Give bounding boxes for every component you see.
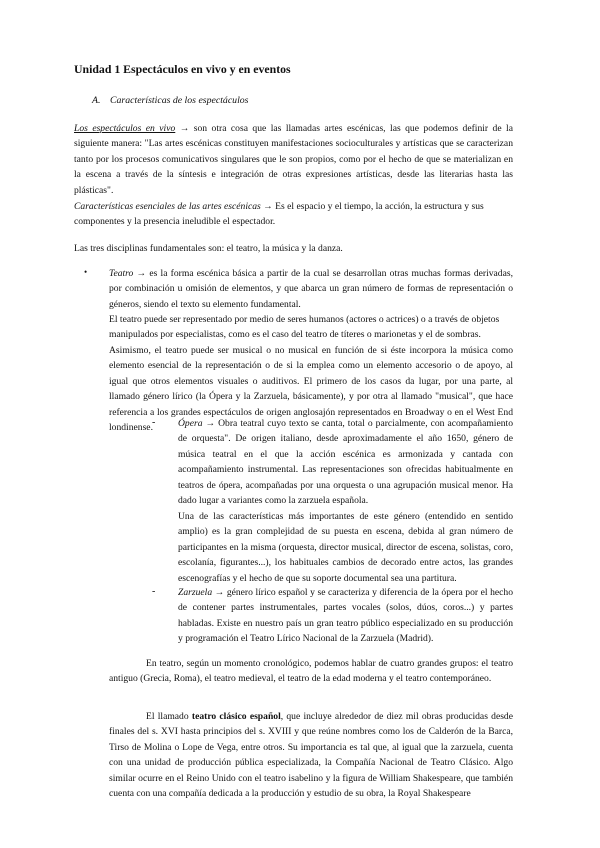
essentials-paragraph-text: → Es el espacio y el tiempo, la acción, la estructura y sus componentes y la presencia ineludible el espectador. — [74, 201, 484, 228]
section-heading — [92, 95, 249, 106]
teatro-clasico-paragraph — [109, 709, 513, 801]
opera-paragraph — [178, 416, 513, 508]
chronology-paragraph: En teatro, según un momento cronológico, podemos hablar de cuatro grandes grupos: el teatro antiguo (Grecia, Roma), el teatro medieval, el teatro de la edad moderna y el teatro contemporáneo. — [109, 658, 513, 685]
zarzuela-paragraph-text: → género lírico español y se caracteriza y diferencia de la ópera por el hecho de contener partes instrumentales, partes vocales (solos, dúos, coros...) y partes habladas. Existe en nuestro país un gran teatro público especializado en su producción y programación el Teatro Lírico Nacional de la Zarzuela (Madrid). — [178, 587, 513, 645]
teatro-musical-paragraph: Asimismo, el teatro puede ser musical o no musical en función de si éste incorpora la música como elemento esencial de la representación o de si la emplea como un elemento accesorio o de apoyo, al igual que otros elementos visuales o auditivos. El primero de los casos da lugar, por una parte, al llamado género lírico (la Ópera y la Zarzuela, básicamente), y por otra al llamado "musical", que hace referencia a los grandes espectáculos de origen anglosajón representados en Broadway o en el West End londinense. — [109, 345, 513, 434]
dash-marker-zarzuela: - — [152, 586, 156, 597]
term-caracteristicas-esenciales: Características esenciales de las artes escénicas — [74, 201, 261, 212]
teatro-paragraph-text: → es la forma escénica básica a partir de la cual se desarrollan otras muchas formas derivadas, por combinación u omisión de elementos, y que abarca un gran número de formas de representación o géneros, siendo el texto su elemento fundamental. — [109, 268, 513, 310]
teatro-clasico-text: , que incluye alrededor de diez mil obras producidas desde finales del s. XVI hasta principios del s. XVIII y que reúne nombres como los de Calderón de la Barca, Tirso de Molina o Lope de Vega, entre otros. Su importancia es tal que, al igual que la zarzuela, cuenta con una unidad de producción pública especializada, la Compañía Nacional de Teatro Clásico. Algo similar ocurre en el Reino Unido con el teatro isabelino y la figura de William Shakespeare, que también cuenta con una compañía dedicada a la producción y estudio de su obra, la Royal Shakespeare — [109, 711, 513, 800]
term-zarzuela: Zarzuela — [178, 587, 213, 598]
term-teatro-clasico: teatro clásico español — [191, 711, 281, 722]
dash-marker-opera: - — [152, 417, 156, 428]
disciplines-paragraph: Las tres disciplinas fundamentales son: el teatro, la música y la danza. — [74, 243, 343, 254]
term-opera: Ópera — [178, 418, 203, 429]
intro-paragraph-text: → son otra cosa que las llamadas artes escénicas, las que podemos definir de la siguiente manera: "Las artes escénicas constituyen manifestaciones socioculturales y artísticas que se caracterizan tanto por los procesos comunicativos singulares que le son propios, como por el hecho de que se materializan en la escena a través de la síntesis e integración de otras expresiones artísticas, desde las literarias hasta las plásticas". — [74, 123, 513, 196]
essentials-paragraph — [74, 199, 513, 230]
opera-characteristics-paragraph: Una de las características más importantes de este género (entendido en sentido amplio) es la gran complejidad de su puesta en escena, debida al gran número de participantes en la misma (orquesta, director musical, director de escena, solistas, coro, escolanía, figurantes...), los habituales cambios de decorado entre actos, las grandes escenografías y el hecho de que su soporte documental sea una partitura. — [178, 511, 513, 584]
teatro-paragraph — [109, 266, 513, 312]
zarzuela-paragraph — [178, 585, 513, 647]
opera-paragraph-text: → Obra teatral cuyo texto se canta, total o parcialmente, con acompañamiento de orquesta". De origen italiano, desde aproximadamente el año 1650, género de música teatral en el que la acción escénica es armonizada y cantada con acompañamiento instrumental. Las representaciones son ofrecidas habitualmente en teatros de ópera, acompañadas por una orquesta o una agrupación musical menor. Ha dado lugar a variantes como la zarzuela española. — [178, 418, 513, 507]
teatro-clasico-pre: El llamado — [146, 711, 192, 722]
term-espectaculos-en-vivo: Los espectáculos en vivo — [74, 123, 176, 134]
page-title: Unidad 1 Espectáculos en vivo y en eventos — [74, 62, 291, 76]
teatro-representation-paragraph: El teatro puede ser representado por medio de seres humanos (actores o actrices) o a través de objetos manipulados por especialistas, como es el caso del teatro de títeres o marionetas y el de sombras. — [109, 314, 500, 341]
bullet-marker: • — [84, 267, 88, 277]
section-letter: A. — [92, 95, 101, 106]
term-teatro: Teatro — [109, 268, 134, 279]
section-label: Características de los espectáculos — [110, 95, 249, 106]
intro-paragraph — [74, 121, 513, 198]
